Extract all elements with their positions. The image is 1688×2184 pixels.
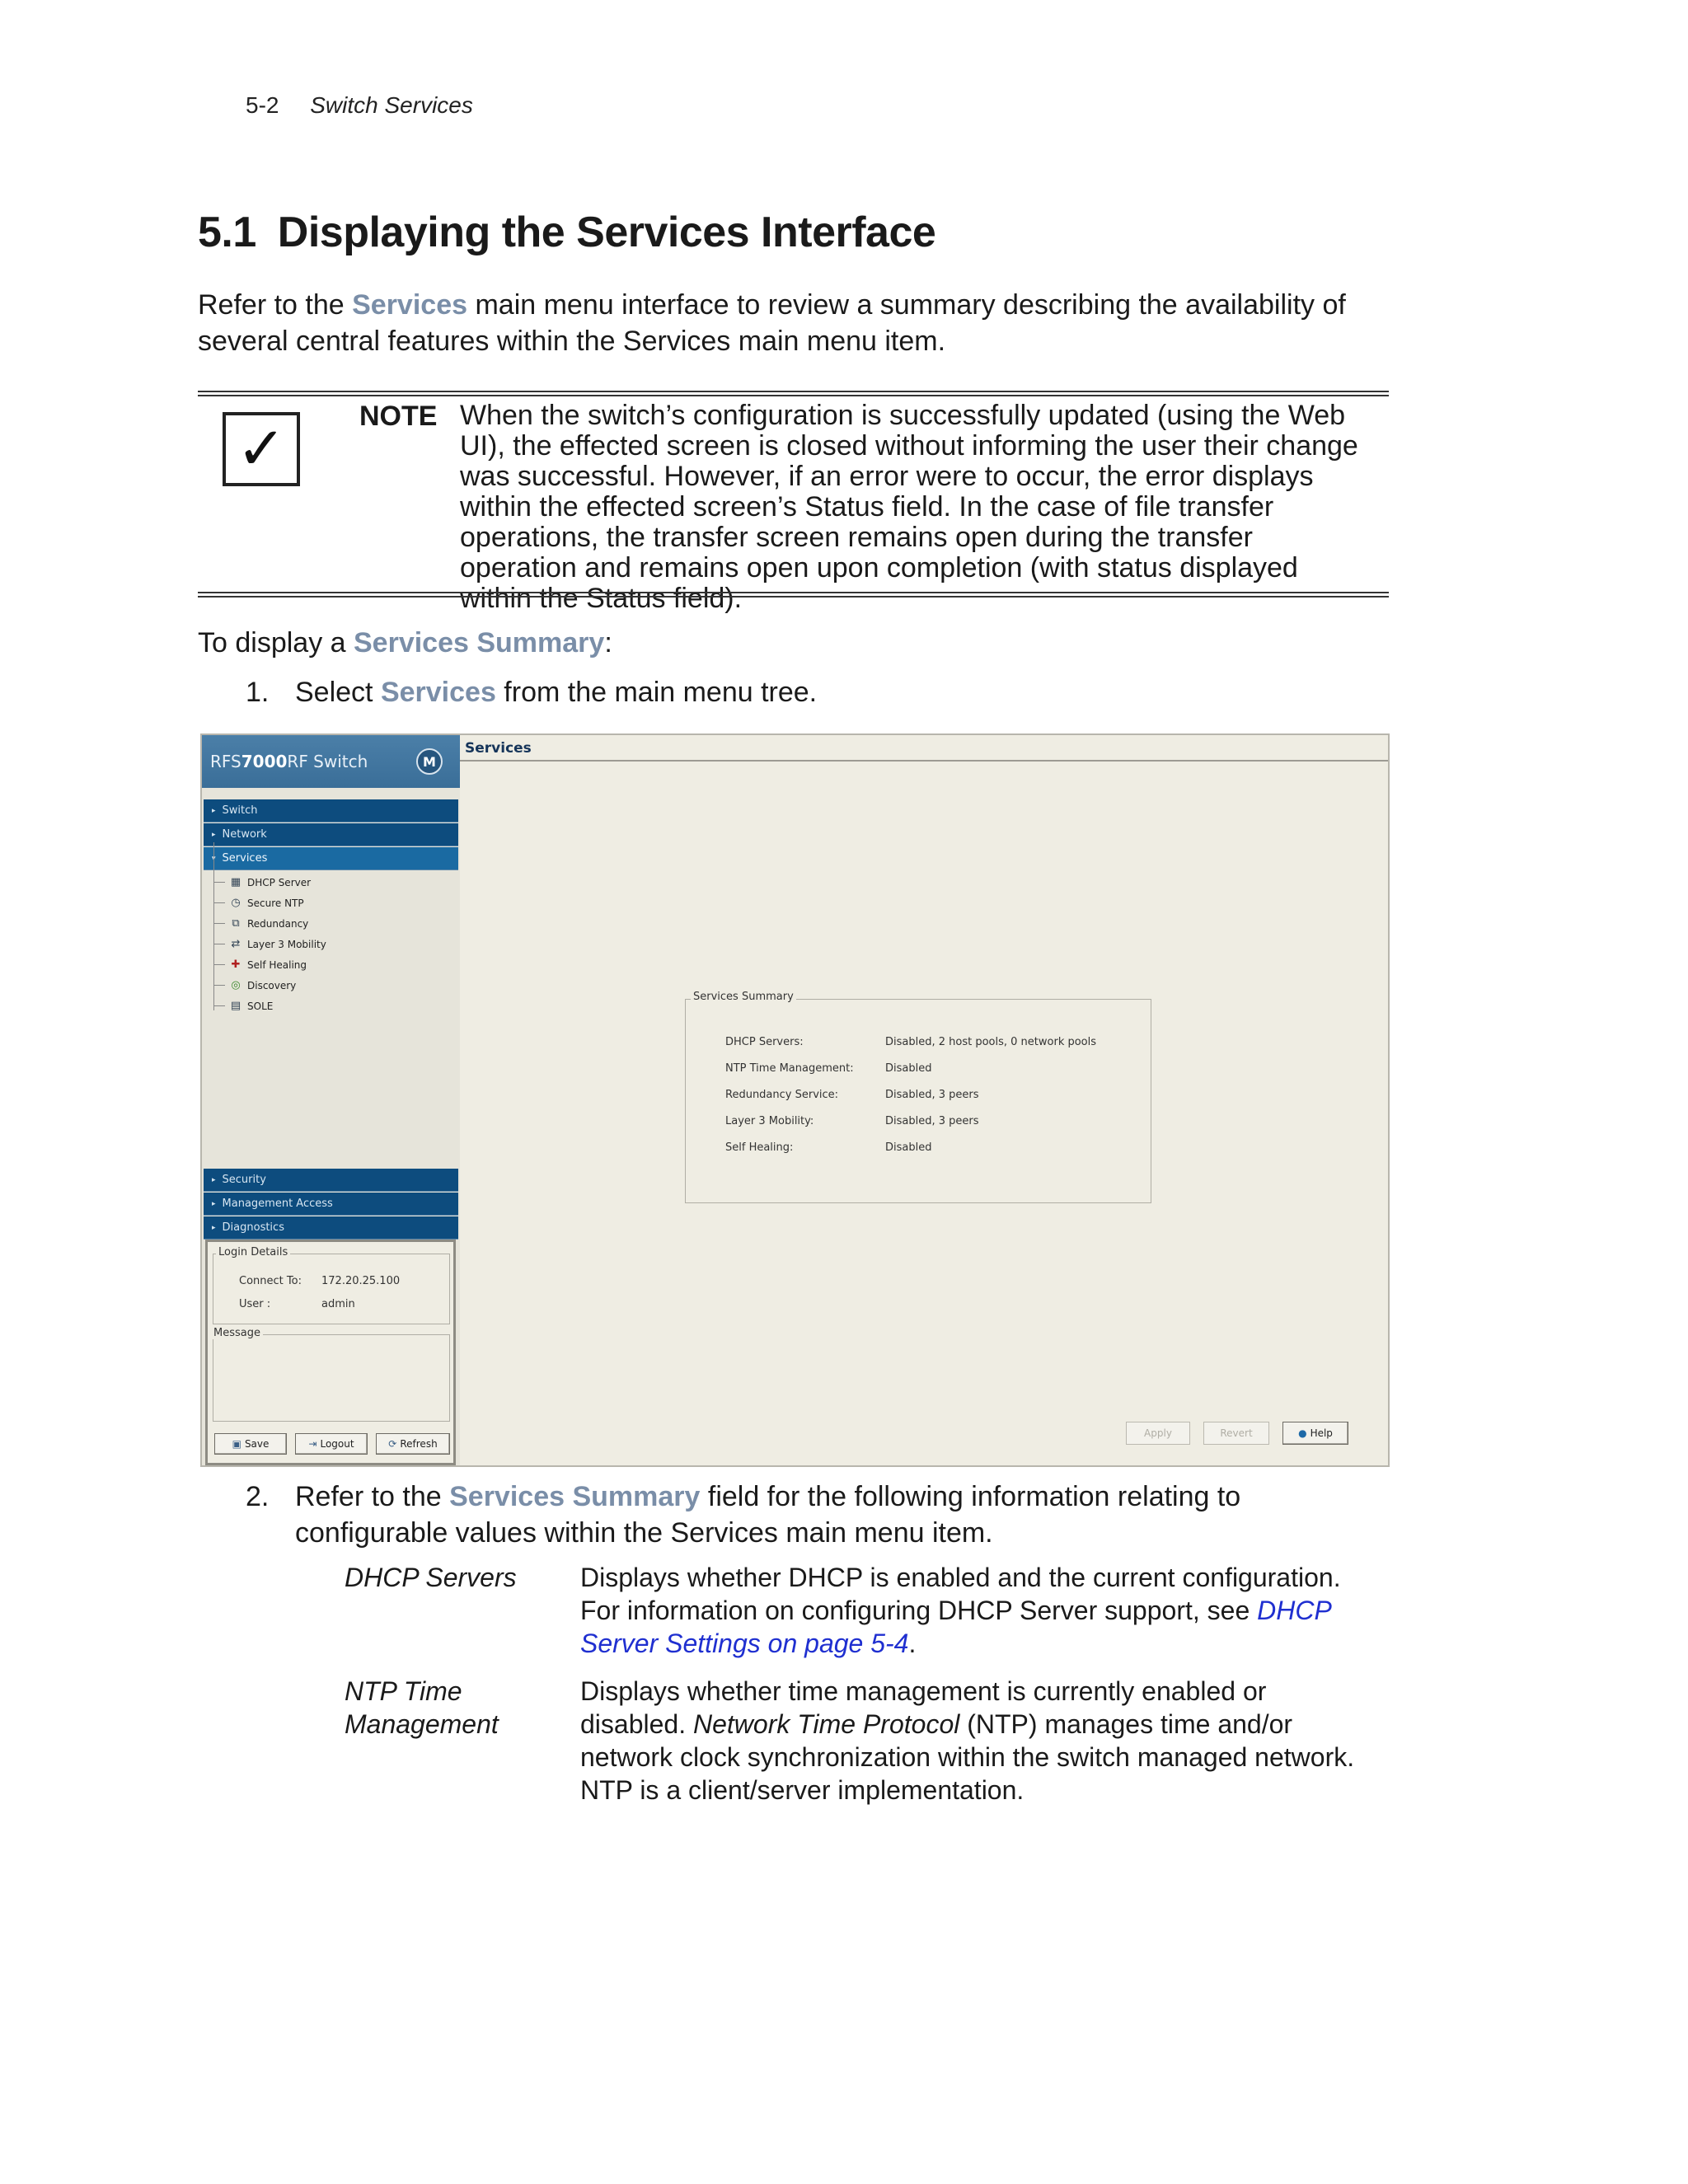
message-legend: Message [211,1327,263,1339]
brand-model: 7000 [241,752,288,771]
summary-label-ntp: NTP Time Management: [725,1062,854,1075]
tree-label: Redundancy [247,917,309,930]
menu-network-label: Network [222,828,267,841]
services-summary-group [685,999,1151,1203]
menu-services[interactable] [204,847,458,870]
content-panel [460,735,1390,1467]
display-instruction [198,625,612,661]
services-summary-term: Services Summary [354,627,605,658]
def-ntp-line-2 [580,1708,1404,1741]
term-dhcp-servers: DHCP Servers [345,1563,517,1592]
section-name: Switch Services [310,92,473,118]
save-button[interactable] [214,1433,287,1455]
display-text: To display a [198,627,354,658]
menu-services-label: Services [222,852,268,865]
connect-to-value: 172.20.25.100 [321,1275,401,1287]
help-button[interactable] [1282,1422,1348,1445]
services-link: Services [352,289,468,321]
login-details-group [213,1254,450,1324]
help-icon: ● [1298,1427,1307,1439]
check-glyph: ✓ [236,416,287,482]
tree-item-dhcp-server[interactable] [213,872,311,893]
refresh-icon: ⟳ [388,1438,397,1450]
sole-icon: ▤ [230,1000,241,1012]
expand-arrow-icon: ▸ [212,806,216,815]
term-ntp-time-management [345,1675,499,1741]
revert-button[interactable]: Revert [1203,1422,1269,1445]
logout-button[interactable] [295,1433,368,1455]
def-ntp-line-3: network clock synchronization within the switch managed network. [580,1742,1355,1772]
save-label: Save [244,1438,270,1450]
def-dhcp-end: . [908,1629,917,1658]
login-details-legend: Login Details [216,1246,290,1258]
summary-label-dhcp: DHCP Servers: [725,1036,804,1048]
summary-value-ntp: Disabled [885,1062,932,1075]
def-ntp-line-4: NTP is a client/server implementation. [580,1775,1025,1805]
collapse-arrow-icon: ▾ [212,854,216,863]
switch-ui-screenshot [200,733,1390,1467]
services-summary-legend: Services Summary [691,991,796,1003]
self-healing-icon: ✚ [231,958,241,971]
def-ntp-text: disabled. [580,1709,693,1739]
menu-management-label: Management Access [222,1197,333,1210]
discovery-icon: ◎ [231,979,241,991]
tree-label: Self Healing [247,958,307,971]
menu-switch[interactable] [204,799,458,823]
step-1-pre: Select [295,677,381,708]
note-rule-top [198,391,1389,392]
section-title: Displaying the Services Interface [277,209,936,256]
menu-management-access[interactable] [204,1193,458,1216]
connect-to-label: Connect To: [239,1275,302,1287]
summary-value-redundancy: Disabled, 3 peers [885,1089,979,1101]
note-rule-bottom [198,592,1389,593]
clock-icon: ◷ [231,897,241,909]
def-dhcp-text: For information on configuring DHCP Server support, see [580,1596,1258,1625]
menu-network[interactable] [204,823,458,846]
summary-value-self-healing: Disabled [885,1141,932,1154]
redundancy-icon: ⧉ [232,917,240,930]
step-1-post: from the main menu tree. [495,677,818,708]
step-1-text [295,674,817,710]
summary-label-layer3: Layer 3 Mobility: [725,1115,814,1127]
tree-label: Layer 3 Mobility [247,938,326,950]
def-ntp-protocol-term: Network Time Protocol [692,1709,960,1739]
tree-item-discovery[interactable] [213,975,296,996]
term-ntp-line-2: Management [345,1709,499,1739]
brand-suffix: RF Switch [287,752,368,771]
save-icon: ▣ [232,1438,241,1450]
mobility-icon: ⇄ [231,938,241,950]
logout-icon: ⇥ [308,1438,317,1450]
expand-arrow-icon: ▸ [212,1223,216,1232]
def-ntp-text-end: (NTP) manages time and/or [959,1709,1293,1739]
step-2-services-summary: Services Summary [449,1481,701,1512]
dhcp-server-settings-link[interactable]: DHCP [1257,1596,1332,1625]
motorola-logo-icon: M [416,748,443,775]
menu-switch-label: Switch [222,804,258,817]
tree-item-redundancy[interactable] [213,913,308,934]
tree-item-sole[interactable] [213,996,273,1016]
menu-security[interactable] [204,1169,458,1192]
dhcp-server-icon: ▦ [230,876,241,888]
user-label: User : [239,1298,271,1310]
check-icon [223,412,300,486]
summary-label-self-healing: Self Healing: [725,1141,794,1154]
summary-value-dhcp: Disabled, 2 host pools, 0 network pools [885,1036,1097,1048]
def-ntp-line-1: Displays whether time management is currently enabled or [580,1676,1267,1706]
note-rule-bottom-2 [198,596,1389,598]
menu-security-label: Security [222,1174,266,1186]
def-dhcp-line-2 [580,1594,1404,1627]
refresh-button[interactable] [376,1433,450,1455]
note-rule-top-2 [198,395,1389,396]
tree-item-self-healing[interactable] [213,954,307,975]
intro-paragraph [198,287,1401,359]
tree-label: SOLE [247,1000,274,1012]
user-value: admin [321,1298,355,1310]
summary-label-redundancy: Redundancy Service: [725,1089,839,1101]
menu-diagnostics[interactable] [204,1216,458,1240]
summary-value-layer3: Disabled, 3 peers [885,1115,979,1127]
intro-text: Refer to the [198,289,353,321]
logout-label: Logout [320,1438,354,1450]
step-2-text [295,1479,1400,1551]
page-number: 5-2 [246,92,279,118]
section-number: 5.1 [198,209,256,256]
def-ntp-time-management [580,1675,1404,1807]
dhcp-server-settings-link-cont[interactable]: Server Settings on page 5-4 [580,1629,909,1658]
def-dhcp-line-1: Displays whether DHCP is enabled and the current configuration. [580,1563,1341,1592]
note-text: When the switch’s configuration is successfully updated (using the Web UI), the effected screen is closed without informing the user their change was successful. However, if an error were to occur, the error displays within the effected screen’s Status field. In the case of file transfer operations, the transfer screen remains open during the transfer operation and remains open upon completion (with status displayed within the Status field). [460,400,1358,614]
brand-prefix: RFS [210,752,241,771]
tree-label: Discovery [247,979,297,991]
running-header [246,92,473,119]
def-dhcp-servers [580,1561,1404,1660]
tree-label: Secure NTP [247,897,304,909]
step-2-number: 2. [246,1481,270,1512]
message-group [213,1334,450,1422]
term-ntp-line-1: NTP Time [345,1676,462,1706]
intro-text-end: main menu interface to review a summary describing the availability of several central features within the Services main menu item. [198,289,1346,357]
apply-button[interactable]: Apply [1126,1422,1190,1445]
step-2-pre: Refer to the [295,1481,450,1512]
help-label: Help [1310,1427,1333,1439]
step-1-number: 1. [246,677,270,708]
step-1-services: Services [380,677,496,708]
tree-item-secure-ntp[interactable] [213,893,304,913]
display-colon: : [604,627,612,658]
menu-diagnostics-label: Diagnostics [222,1221,284,1234]
content-title-rule [460,760,1390,762]
tree-label: DHCP Server [247,876,312,888]
tree-item-layer3-mobility[interactable] [213,934,326,954]
content-title: Services [465,740,532,757]
def-dhcp-line-3 [580,1627,1404,1660]
refresh-label: Refresh [400,1438,438,1450]
expand-arrow-icon: ▸ [212,1199,216,1208]
step-2-post: field for the following information relating to configurable values within the Services main menu item. [295,1481,1241,1549]
login-panel [205,1240,456,1465]
expand-arrow-icon: ▸ [212,1175,216,1184]
page-title [198,208,935,257]
note-label: NOTE [359,401,438,432]
expand-arrow-icon: ▸ [212,830,216,839]
